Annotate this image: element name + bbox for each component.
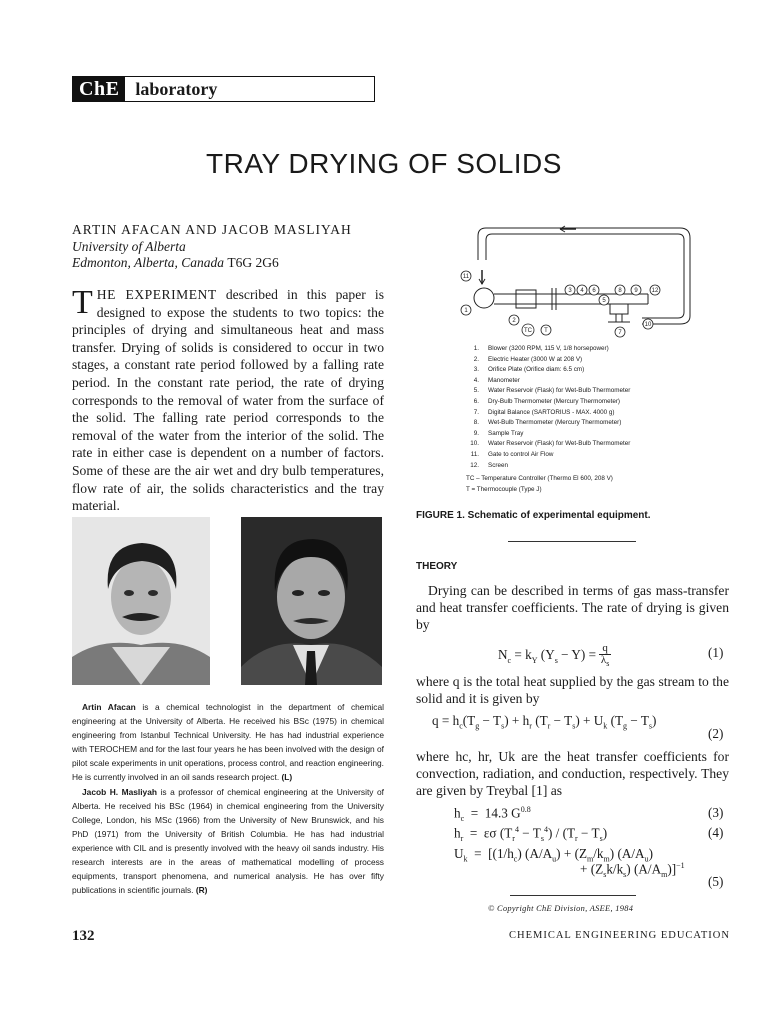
equation-number: (5) <box>708 874 724 889</box>
legend-item: 10. Water Reservoir (Flask) for Wet-Bulb Thermometer <box>470 440 631 448</box>
bio-text: is a professor of chemical engineering at the University of Alberta. He received his BSc (1964) in chemical engineering from the University College, London, his MSc (1966) from the University of New Brunswick, and his PhD (1971) from the University of British Columbia. He has had industrial experience with CIL and is presently involved with the heavy oil sands industry. His research interests are in the areas of mathematical modelling of process equipments, transport phenomena, and numerical analysis. He has over fifty publications in scientific journals. <box>72 786 384 896</box>
legend-item: 3. Orifice Plate (Orifice diam: 6.5 cm) <box>473 366 585 374</box>
page-number: 132 <box>72 928 95 944</box>
schematic-label: 4 <box>580 288 584 294</box>
schematic-label: 2 <box>512 318 516 324</box>
legend-item: 4. Manometer <box>473 376 520 384</box>
equation-5-line-1: $U_k = [(1/h_c) (A/A_u) + (Z_m/k_m)$ $(A/A_u)$ <box>454 846 653 864</box>
divider <box>508 541 636 542</box>
intro-lead: HE EXPERIMENT <box>96 287 217 302</box>
che-logo: ChE <box>73 77 125 101</box>
schematic-legend <box>466 345 706 496</box>
schematic-label: 1 <box>464 308 468 314</box>
schematic-label: T <box>544 328 548 334</box>
article-title: TRAY DRYING OF SOLIDS <box>206 148 562 179</box>
legend-item: 9. Sample Tray <box>473 429 524 437</box>
affiliation-location <box>72 255 279 271</box>
legend-t: T = Thermocouple (Type J) <box>466 485 542 493</box>
equation-2: $q = h_c(T_g - T_s) + h_r$ $(T_r - T_s) + U_k$ $(T_g - T_s)$ <box>432 713 657 731</box>
section-heading: THEORY <box>416 561 458 572</box>
authors: ARTIN AFACAN AND JACOB MASLIYAH <box>72 222 352 237</box>
affiliation-postal-code: T6G 2G6 <box>227 255 279 270</box>
legend-item: 2. Electric Heater (3000 W at 208 V) <box>473 355 583 363</box>
bio-masliyah <box>72 785 384 898</box>
divider <box>510 895 636 896</box>
schematic-label: 5 <box>602 298 606 304</box>
equation-number: (1) <box>708 645 724 660</box>
affiliation-university: University of Alberta <box>72 239 186 254</box>
bio-name: Jacob H. Masliyah <box>82 786 157 797</box>
author-photo-masliyah <box>241 517 382 685</box>
figure-caption: FIGURE 1. Schematic of experimental equipment. <box>416 510 651 521</box>
equation-number: (2) <box>708 726 724 741</box>
bio-name: Artin Afacan <box>82 702 136 712</box>
equation-4: $h_r = \varepsilon\sigma$ $(T_r^4 - T_s^4) / (T_r - T_s)$ <box>454 825 608 844</box>
legend-item: 1. Blower (3200 RPM, 115 V, 1/8 horsepower) <box>473 345 609 352</box>
legend-item: 6. Dry-Bulb Thermometer (Mercury Thermometer) <box>473 397 621 405</box>
author-photo-afacan <box>72 517 210 685</box>
section-banner <box>72 76 375 102</box>
equation-5-line-2: + $(Z_sk/k_s)$ $(A/A_m)]^{-1}$ <box>580 861 685 880</box>
theory-paragraph-2: where q is the total heat supplied by the gas stream to the solid and it is given by <box>416 674 729 706</box>
schematic-label: 9 <box>634 288 638 294</box>
journal-name: CHEMICAL ENGINEERING EDUCATION <box>509 930 730 941</box>
schematic-label: 11 <box>462 274 470 280</box>
section-label: laboratory <box>135 78 218 99</box>
schematic-label: 6 <box>592 288 596 294</box>
bio-afacan <box>72 700 384 785</box>
legend-item: 8. Wet-Bulb Thermometer (Mercury Thermometer) <box>473 419 622 427</box>
bio-tag: (L) <box>281 772 293 783</box>
equipment-schematic <box>452 224 696 342</box>
theory-paragraph-1: Drying can be described in terms of gas mass-transfer and heat transfer coefficients. The rate of drying is given by <box>416 583 729 632</box>
equation-1: $N_c = k_Y$ $(Y_s - Y)$ = $\frac{q}{\lambda_s}$ <box>498 642 610 669</box>
legend-item: 7. Digital Balance (SARTORIUS - MAX. 4000 g) <box>473 408 615 416</box>
schematic-label: TC <box>524 328 532 334</box>
schematic-label: 8 <box>618 288 622 294</box>
copyright-notice: © Copyright ChE Division, ASEE, 1984 <box>488 904 634 913</box>
schematic-label: 7 <box>618 330 622 336</box>
schematic-label: 3 <box>568 288 572 294</box>
intro-paragraph <box>72 286 384 515</box>
legend-item: 5. Water Reservoir (Flask) for Wet-Bulb Thermometer <box>473 387 631 395</box>
equation-number: (4) <box>708 825 724 840</box>
legend-tc: TC – Temperature Controller (Thermo El 600, 208 V) <box>466 475 613 483</box>
intro-text: described in this paper is designed to expose the students to two topics: the principles of drying and simultaneous heat and mass transfer. Drying of solids is considered to occur in two stages, a constant rate period followed by a falling rate period. In the constant rate period, the rate of drying corresponds to the removal of water from the surface of the solid. The falling rate period corresponds to the removal of the water from the interior of the solid. The rate in either case is dependent on a number of factors. Some of these are the air wet and dry bulb temperatures, flow rate of air, the solids characteristics and the tray material. <box>72 287 385 514</box>
affiliation-city: Edmonton, Alberta, Canada <box>72 255 225 270</box>
author-biographies <box>72 700 384 897</box>
legend-item: 11. Gate to control Air Flow <box>470 450 554 458</box>
equation-number: (3) <box>708 805 724 820</box>
theory-paragraph-3: where hc, hr, Uk are the heat transfer coefficients for convection, radiation, and conduction, respectively. They are given by Treybal [1] as <box>416 749 729 798</box>
bio-text: is a chemical technologist in the department of chemical engineering at the University of Alberta. He received his BSc (1975) in chemical engineering from Istanbul Technical University. He has had industrial experience with TEROCHEM and for the last four years he has been involved with the design of pilot scale experiments in unit operations, process control, and reaction engineering. He is currently involved in an oil sands research project. <box>72 702 385 783</box>
drop-cap: T <box>72 284 93 321</box>
legend-item: 12. Screen <box>470 461 508 469</box>
bio-tag: (R) <box>195 885 208 896</box>
equation-3: $h_c = 14.3$ $G^{0.8}$ <box>454 805 531 824</box>
schematic-label: 10 <box>644 322 652 328</box>
schematic-label: 12 <box>651 288 659 294</box>
